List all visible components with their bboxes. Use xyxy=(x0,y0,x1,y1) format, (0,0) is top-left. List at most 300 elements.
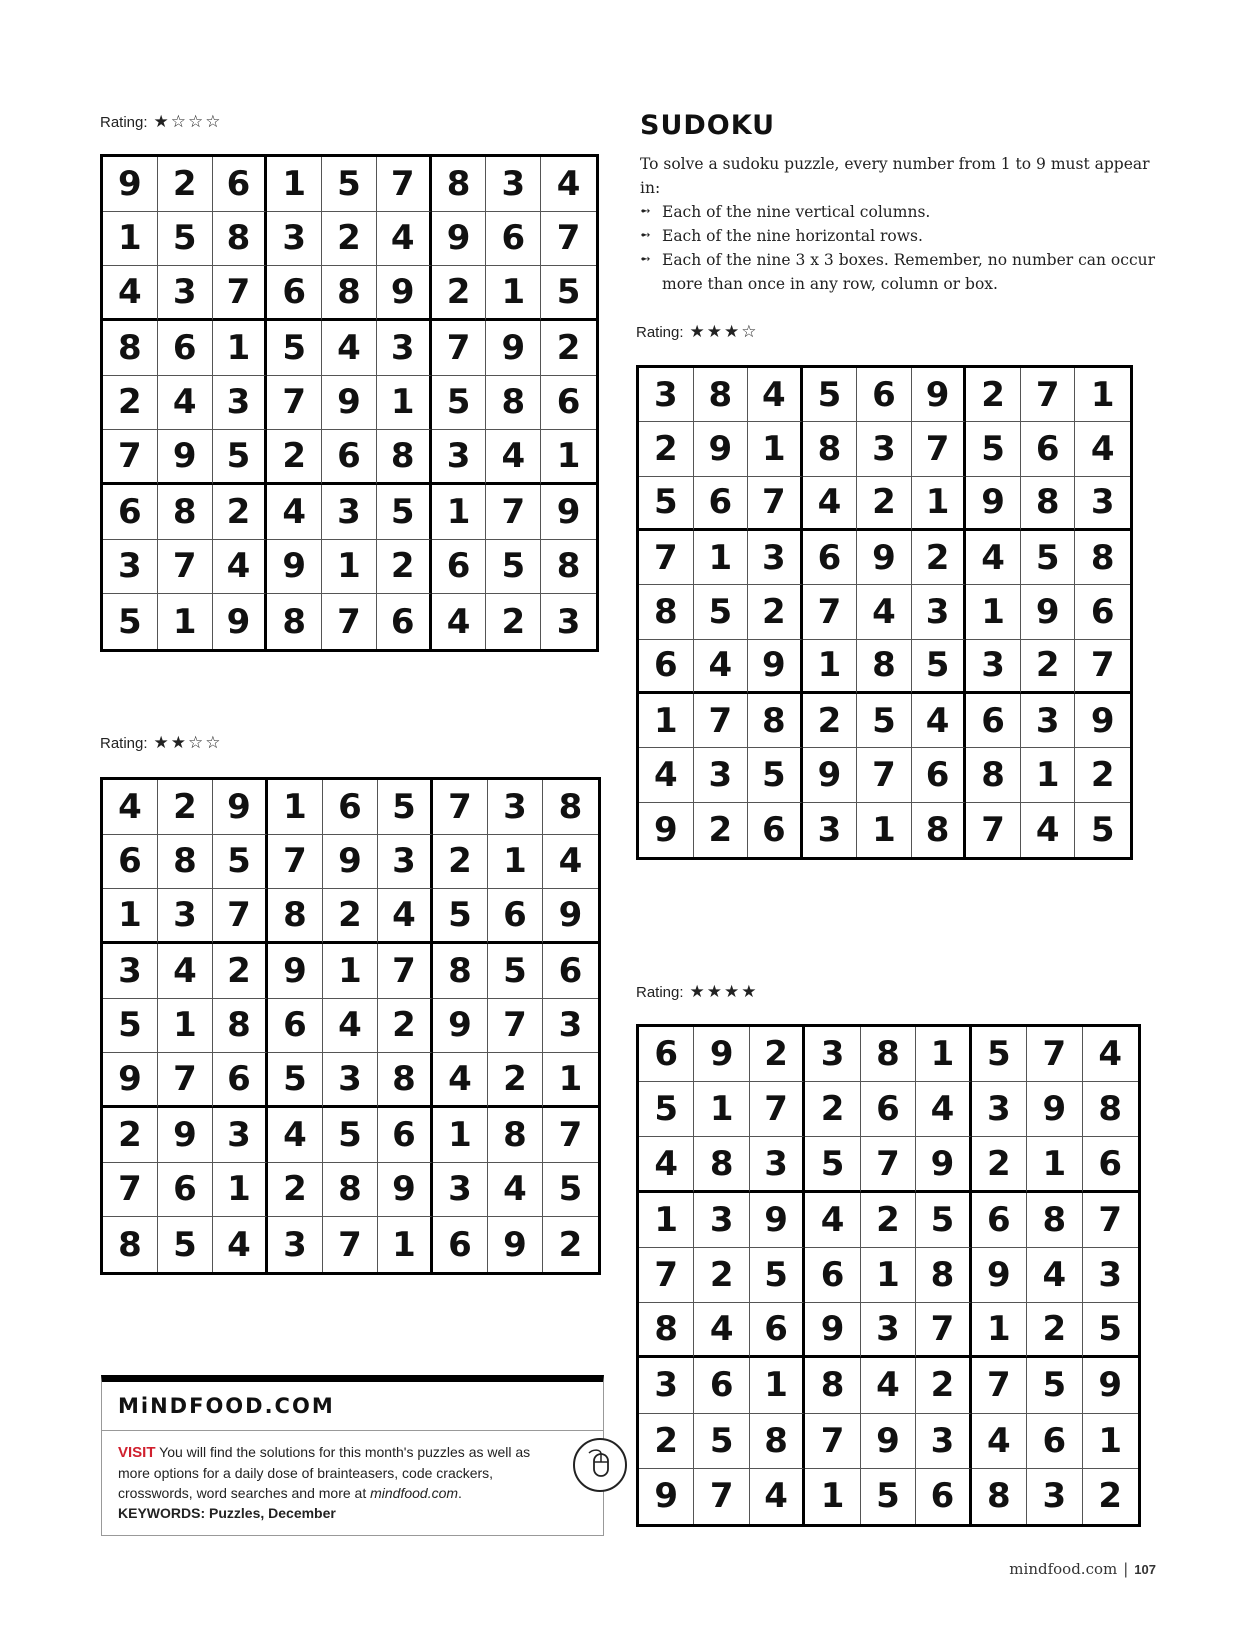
sudoku-cell: 7 xyxy=(541,212,596,267)
sudoku-cell: 1 xyxy=(322,540,377,595)
promo-box xyxy=(101,1375,604,1536)
sudoku-cell: 6 xyxy=(213,1053,268,1108)
sudoku-cell: 1 xyxy=(694,531,749,585)
sudoku-cell: 4 xyxy=(639,1137,694,1192)
sudoku-cell: 1 xyxy=(543,1053,598,1108)
sudoku-cell: 8 xyxy=(158,835,213,890)
page-number: 107 xyxy=(1134,1562,1156,1577)
sudoku-cell: 5 xyxy=(158,212,213,267)
sudoku-cell: 8 xyxy=(213,999,268,1054)
sudoku-cell: 8 xyxy=(912,803,967,857)
instructions-intro: To solve a sudoku puzzle, every number from 1 to 9 must appear in: xyxy=(640,155,1150,197)
sudoku-cell: 1 xyxy=(268,780,323,835)
sudoku-cell: 2 xyxy=(378,999,433,1054)
sudoku-cell: 8 xyxy=(158,485,213,540)
sudoku-cell: 9 xyxy=(103,157,158,212)
sudoku-cell: 5 xyxy=(486,540,541,595)
sudoku-cell: 1 xyxy=(861,1248,916,1303)
sudoku-cell: 2 xyxy=(748,585,803,639)
sudoku-cell: 3 xyxy=(861,1303,916,1358)
sudoku-cell: 8 xyxy=(639,1303,694,1358)
sudoku-cell: 4 xyxy=(432,594,487,649)
sudoku-cell: 6 xyxy=(805,1248,860,1303)
sudoku-cell: 7 xyxy=(543,1108,598,1163)
sudoku-grid-2 xyxy=(100,777,601,1275)
sudoku-cell: 9 xyxy=(857,531,912,585)
sudoku-cell: 9 xyxy=(378,1163,433,1218)
rating-puzzle-1 xyxy=(100,112,223,132)
sudoku-cell: 9 xyxy=(861,1414,916,1469)
sudoku-cell: 8 xyxy=(432,157,487,212)
sudoku-cell: 2 xyxy=(750,1027,805,1082)
sudoku-cell: 9 xyxy=(323,835,378,890)
sudoku-cell: 4 xyxy=(972,1414,1027,1469)
sudoku-cell: 1 xyxy=(103,212,158,267)
sudoku-cell: 3 xyxy=(916,1414,971,1469)
sudoku-cell: 8 xyxy=(916,1248,971,1303)
sudoku-cell: 6 xyxy=(486,212,541,267)
sudoku-cell: 7 xyxy=(433,780,488,835)
rating-label: Rating: xyxy=(100,734,148,752)
sudoku-cell: 9 xyxy=(433,999,488,1054)
sudoku-cell: 4 xyxy=(912,694,967,748)
sudoku-cell: 2 xyxy=(1027,1303,1082,1358)
sudoku-cell: 2 xyxy=(805,1082,860,1137)
sudoku-cell: 7 xyxy=(377,157,432,212)
sudoku-cell: 1 xyxy=(158,999,213,1054)
sudoku-cell: 7 xyxy=(639,1248,694,1303)
sudoku-cell: 7 xyxy=(694,1469,749,1524)
sudoku-cell: 5 xyxy=(694,585,749,639)
rule-item xyxy=(640,200,1160,224)
sudoku-cell: 8 xyxy=(103,1217,158,1272)
arrow-icon: ➻ xyxy=(640,228,651,243)
sudoku-cell: 7 xyxy=(103,430,158,485)
sudoku-cell: 7 xyxy=(916,1303,971,1358)
sudoku-cell: 3 xyxy=(556,601,581,642)
sudoku-cell: 3 xyxy=(543,999,598,1054)
sudoku-cell: 7 xyxy=(268,835,323,890)
sudoku-cell: 3 xyxy=(694,748,749,802)
sudoku-cell: 4 xyxy=(541,157,596,212)
sudoku-cell: 9 xyxy=(486,321,541,376)
divider xyxy=(102,1430,603,1431)
sudoku-cell: 3 xyxy=(1027,1469,1082,1524)
sudoku-cell: 6 xyxy=(694,477,749,531)
sudoku-cell: 6 xyxy=(857,368,912,422)
sudoku-cell: 6 xyxy=(432,540,487,595)
sudoku-cell: 5 xyxy=(966,422,1021,476)
sudoku-cell: 5 xyxy=(1027,1358,1082,1413)
sudoku-cell: 9 xyxy=(1021,585,1076,639)
sudoku-cell: 2 xyxy=(103,376,158,431)
sudoku-cell: 1 xyxy=(378,1217,433,1272)
sudoku-cell: 9 xyxy=(488,1217,543,1272)
page-footer xyxy=(1009,1560,1156,1578)
sudoku-cell: 1 xyxy=(694,1082,749,1137)
sudoku-cell: 5 xyxy=(433,889,488,944)
sudoku-cell: 7 xyxy=(966,803,1021,857)
rule-text: Each of the nine horizontal rows. xyxy=(662,227,923,245)
sudoku-cell: 4 xyxy=(1075,422,1130,476)
rating-stars-icon: ★★★★ xyxy=(689,982,759,1001)
sudoku-cell: 9 xyxy=(322,376,377,431)
sudoku-cell: 4 xyxy=(1083,1027,1138,1082)
sudoku-cell: 9 xyxy=(748,640,803,694)
sudoku-cell: 5 xyxy=(805,1137,860,1192)
rule-item xyxy=(640,224,1160,248)
sudoku-cell: 8 xyxy=(1027,1193,1082,1248)
sudoku-cell: 8 xyxy=(268,889,323,944)
sudoku-cell: 1 xyxy=(377,376,432,431)
sudoku-cell: 7 xyxy=(158,540,213,595)
sudoku-grid-4 xyxy=(636,1024,1141,1527)
rating-puzzle-4 xyxy=(636,982,759,1002)
promo-period: . xyxy=(458,1485,462,1501)
sudoku-cell: 5 xyxy=(323,1108,378,1163)
sudoku-cell: 2 xyxy=(433,835,488,890)
sudoku-cell: 2 xyxy=(912,531,967,585)
sudoku-grid-1 xyxy=(100,154,599,652)
sudoku-cell: 1 xyxy=(486,266,541,321)
sudoku-cell: 3 xyxy=(103,944,158,999)
sudoku-cell: 7 xyxy=(805,1414,860,1469)
sudoku-cell: 1 xyxy=(805,1469,860,1524)
sudoku-cell: 6 xyxy=(541,376,596,431)
sudoku-cell: 2 xyxy=(1098,1476,1123,1517)
sudoku-cell: 5 xyxy=(972,1027,1027,1082)
sudoku-cell: 2 xyxy=(377,540,432,595)
sudoku-cell: 5 xyxy=(322,157,377,212)
sudoku-cell: 7 xyxy=(103,1163,158,1218)
sudoku-cell: 2 xyxy=(158,157,213,212)
sudoku-cell: 6 xyxy=(966,694,1021,748)
sudoku-cell: 1 xyxy=(916,1027,971,1082)
sudoku-cell: 6 xyxy=(1021,422,1076,476)
sudoku-cell: 5 xyxy=(158,1217,213,1272)
sudoku-cell: 8 xyxy=(748,694,803,748)
sudoku-cell: 2 xyxy=(972,1137,1027,1192)
footer-site: mindfood.com xyxy=(1009,1560,1118,1578)
sudoku-cell: 5 xyxy=(916,1193,971,1248)
sudoku-cell: 1 xyxy=(267,157,322,212)
sudoku-cell: 4 xyxy=(322,321,377,376)
sudoku-cell: 8 xyxy=(639,585,694,639)
sudoku-cell: 5 xyxy=(213,835,268,890)
sudoku-cell: 3 xyxy=(972,1082,1027,1137)
sudoku-cell: 2 xyxy=(158,780,213,835)
sudoku-cell: 3 xyxy=(694,1193,749,1248)
sudoku-cell: 9 xyxy=(158,430,213,485)
sudoku-cell: 6 xyxy=(103,485,158,540)
sudoku-cell: 3 xyxy=(267,212,322,267)
sudoku-cell: 3 xyxy=(158,889,213,944)
sudoku-cell: 7 xyxy=(158,1053,213,1108)
sudoku-cell: 6 xyxy=(543,944,598,999)
sudoku-cell: 9 xyxy=(103,1053,158,1108)
sudoku-cell: 3 xyxy=(432,430,487,485)
sudoku-cell: 9 xyxy=(639,803,694,857)
sudoku-cell: 4 xyxy=(543,835,598,890)
arrow-icon: ➻ xyxy=(640,204,651,219)
instructions xyxy=(640,152,1160,296)
sudoku-cell: 4 xyxy=(1021,803,1076,857)
sudoku-cell: 6 xyxy=(861,1082,916,1137)
sudoku-cell: 7 xyxy=(322,594,377,649)
sudoku-cell: 7 xyxy=(972,1358,1027,1413)
footer-separator: | xyxy=(1123,1560,1129,1578)
sudoku-cell: 1 xyxy=(748,422,803,476)
sudoku-cell: 2 xyxy=(966,368,1021,422)
promo-description: You will find the solutions for this month's puzzles as well as more options for a daily dose of brainteasers, code crackers, crosswords, word searches and more at xyxy=(118,1444,531,1501)
sudoku-cell: 9 xyxy=(639,1469,694,1524)
sudoku-cell: 6 xyxy=(433,1217,488,1272)
sudoku-cell: 5 xyxy=(543,1163,598,1218)
sudoku-cell: 5 xyxy=(861,1469,916,1524)
rule-text: Each of the nine 3 x 3 boxes. Remember, no number can occur more than once in any row, column or box. xyxy=(662,251,1156,293)
sudoku-cell: 4 xyxy=(323,999,378,1054)
sudoku-cell: 8 xyxy=(213,212,268,267)
sudoku-cell: 7 xyxy=(639,531,694,585)
sudoku-cell: 4 xyxy=(803,477,858,531)
sudoku-cell: 4 xyxy=(1027,1248,1082,1303)
sudoku-cell: 6 xyxy=(1083,1137,1138,1192)
sudoku-cell: 2 xyxy=(857,477,912,531)
sudoku-cell: 4 xyxy=(213,540,268,595)
sudoku-cell: 9 xyxy=(966,477,1021,531)
sudoku-cell: 6 xyxy=(1027,1414,1082,1469)
sudoku-cell: 3 xyxy=(103,540,158,595)
sudoku-cell: 9 xyxy=(803,748,858,802)
rating-stars-icon: ★★☆☆ xyxy=(153,733,223,752)
sudoku-cell: 9 xyxy=(543,889,598,944)
sudoku-cell: 5 xyxy=(803,368,858,422)
sudoku-cell: 7 xyxy=(432,321,487,376)
sudoku-cell: 1 xyxy=(323,944,378,999)
sudoku-cell: 5 xyxy=(378,780,433,835)
sudoku-cell: 5 xyxy=(267,321,322,376)
sudoku-cell: 1 xyxy=(1021,748,1076,802)
sudoku-cell: 7 xyxy=(1027,1027,1082,1082)
sudoku-cell: 1 xyxy=(213,1163,268,1218)
sudoku-cell: 2 xyxy=(323,889,378,944)
sudoku-cell: 4 xyxy=(488,1163,543,1218)
sudoku-cell: 3 xyxy=(323,1053,378,1108)
rating-label: Rating: xyxy=(636,323,684,341)
sudoku-cell: 2 xyxy=(322,212,377,267)
sudoku-cell: 5 xyxy=(639,1082,694,1137)
sudoku-cell: 9 xyxy=(268,944,323,999)
sudoku-cell: 3 xyxy=(1083,1248,1138,1303)
sudoku-cell: 9 xyxy=(377,266,432,321)
sudoku-cell: 9 xyxy=(916,1137,971,1192)
sudoku-cell: 5 xyxy=(750,1248,805,1303)
sudoku-cell: 2 xyxy=(267,430,322,485)
sudoku-cell: 8 xyxy=(857,640,912,694)
rule-text: Each of the nine vertical columns. xyxy=(662,203,931,221)
sudoku-cell: 7 xyxy=(857,748,912,802)
sudoku-cell: 9 xyxy=(694,1027,749,1082)
sudoku-cell: 5 xyxy=(377,485,432,540)
sudoku-cell: 2 xyxy=(541,321,596,376)
sudoku-cell: 8 xyxy=(433,944,488,999)
sudoku-cell: 9 xyxy=(1027,1082,1082,1137)
sudoku-cell: 3 xyxy=(1075,477,1130,531)
sudoku-cell: 3 xyxy=(748,531,803,585)
sudoku-cell: 9 xyxy=(541,485,596,540)
sudoku-cell: 4 xyxy=(103,780,158,835)
sudoku-cell: 5 xyxy=(694,1414,749,1469)
sudoku-cell: 6 xyxy=(213,157,268,212)
sudoku-cell: 5 xyxy=(639,477,694,531)
sudoku-cell: 1 xyxy=(433,1108,488,1163)
sudoku-cell: 4 xyxy=(267,485,322,540)
sudoku-cell: 8 xyxy=(488,1108,543,1163)
sudoku-cell: 9 xyxy=(972,1248,1027,1303)
sudoku-cell: 3 xyxy=(488,780,543,835)
sudoku-cell: 5 xyxy=(748,748,803,802)
sudoku-cell: 3 xyxy=(639,1358,694,1413)
sudoku-cell: 5 xyxy=(1083,1303,1138,1358)
sudoku-cell: 2 xyxy=(916,1358,971,1413)
sudoku-cell: 4 xyxy=(103,266,158,321)
sudoku-cell: 1 xyxy=(1083,1414,1138,1469)
sudoku-cell: 7 xyxy=(213,266,268,321)
sudoku-cell: 4 xyxy=(694,640,749,694)
sudoku-cell: 6 xyxy=(268,999,323,1054)
sudoku-cell: 4 xyxy=(694,1303,749,1358)
sudoku-cell: 4 xyxy=(750,1469,805,1524)
sudoku-cell: 4 xyxy=(268,1108,323,1163)
sudoku-cell: 5 xyxy=(912,640,967,694)
sudoku-cell: 6 xyxy=(322,430,377,485)
sudoku-cell: 1 xyxy=(750,1358,805,1413)
sudoku-cell: 3 xyxy=(158,266,213,321)
sudoku-cell: 7 xyxy=(694,694,749,748)
sudoku-cell: 2 xyxy=(103,1108,158,1163)
sudoku-cell: 6 xyxy=(377,594,432,649)
sudoku-cell: 1 xyxy=(803,640,858,694)
sudoku-cell: 1 xyxy=(639,694,694,748)
sudoku-cell: 6 xyxy=(639,1027,694,1082)
sudoku-cell: 5 xyxy=(857,694,912,748)
sudoku-cell: 9 xyxy=(750,1193,805,1248)
sudoku-cell: 2 xyxy=(861,1193,916,1248)
sudoku-cell: 8 xyxy=(486,376,541,431)
sudoku-cell: 1 xyxy=(213,321,268,376)
sudoku-cell: 3 xyxy=(268,1217,323,1272)
sudoku-cell: 1 xyxy=(966,585,1021,639)
sudoku-cell: 2 xyxy=(268,1163,323,1218)
sudoku-cell: 3 xyxy=(805,1027,860,1082)
sudoku-cell: 4 xyxy=(158,376,213,431)
sudoku-cell: 8 xyxy=(377,430,432,485)
sudoku-cell: 9 xyxy=(805,1303,860,1358)
sudoku-cell: 8 xyxy=(861,1027,916,1082)
sudoku-cell: 7 xyxy=(803,585,858,639)
sudoku-cell: 9 xyxy=(912,368,967,422)
sudoku-cell: 8 xyxy=(378,1053,433,1108)
sudoku-cell: 2 xyxy=(213,944,268,999)
sudoku-cell: 5 xyxy=(541,266,596,321)
sudoku-cell: 7 xyxy=(213,889,268,944)
rating-stars-icon: ★☆☆☆ xyxy=(153,112,223,131)
sudoku-cell: 4 xyxy=(377,212,432,267)
sudoku-cell: 6 xyxy=(916,1469,971,1524)
sudoku-cell: 2 xyxy=(213,485,268,540)
sudoku-cell: 4 xyxy=(433,1053,488,1108)
sudoku-cell: 2 xyxy=(694,803,749,857)
sudoku-cell: 2 xyxy=(639,1414,694,1469)
sudoku-cell: 1 xyxy=(972,1303,1027,1358)
sudoku-cell: 7 xyxy=(750,1082,805,1137)
sudoku-cell: 1 xyxy=(158,594,213,649)
sudoku-cell: 6 xyxy=(639,640,694,694)
rating-label: Rating: xyxy=(100,113,148,131)
sudoku-cell: 3 xyxy=(486,157,541,212)
sudoku-cell: 1 xyxy=(103,889,158,944)
promo-site-link[interactable]: mindfood.com xyxy=(370,1485,459,1501)
sudoku-cell: 1 xyxy=(1075,368,1130,422)
sudoku-cell: 8 xyxy=(694,1137,749,1192)
sudoku-cell: 3 xyxy=(912,585,967,639)
visit-label: VISIT xyxy=(118,1444,156,1461)
sudoku-cell: 3 xyxy=(966,640,1021,694)
sudoku-cell: 2 xyxy=(558,1224,583,1265)
sudoku-cell: 2 xyxy=(1021,640,1076,694)
sudoku-cell: 1 xyxy=(912,477,967,531)
sudoku-cell: 3 xyxy=(1021,694,1076,748)
sudoku-cell: 6 xyxy=(750,1303,805,1358)
page-title: SUDOKU xyxy=(640,110,776,141)
sudoku-cell: 2 xyxy=(432,266,487,321)
sudoku-cell: 1 xyxy=(541,430,596,485)
sudoku-cell: 6 xyxy=(158,321,213,376)
sudoku-cell: 6 xyxy=(378,1108,433,1163)
sudoku-cell: 7 xyxy=(323,1217,378,1272)
sudoku-cell: 7 xyxy=(1075,640,1130,694)
sudoku-cell: 8 xyxy=(323,1163,378,1218)
arrow-icon: ➻ xyxy=(640,252,651,267)
sudoku-cell: 9 xyxy=(213,780,268,835)
sudoku-cell: 4 xyxy=(861,1358,916,1413)
sudoku-cell: 3 xyxy=(377,321,432,376)
sudoku-cell: 7 xyxy=(912,422,967,476)
sudoku-cell: 8 xyxy=(803,422,858,476)
sudoku-cell: 2 xyxy=(803,694,858,748)
sudoku-cell: 7 xyxy=(488,999,543,1054)
sudoku-cell: 9 xyxy=(432,212,487,267)
sudoku-cell: 2 xyxy=(694,1248,749,1303)
sudoku-cell: 8 xyxy=(966,748,1021,802)
sudoku-cell: 7 xyxy=(486,485,541,540)
sudoku-cell: 4 xyxy=(748,368,803,422)
sudoku-cell: 8 xyxy=(322,266,377,321)
sudoku-cell: 5 xyxy=(1021,531,1076,585)
sudoku-cell: 4 xyxy=(158,944,213,999)
sudoku-cell: 3 xyxy=(378,835,433,890)
sudoku-cell: 6 xyxy=(267,266,322,321)
sudoku-cell: 1 xyxy=(857,803,912,857)
sudoku-cell: 6 xyxy=(488,889,543,944)
sudoku-cell: 4 xyxy=(378,889,433,944)
sudoku-cell: 8 xyxy=(1021,477,1076,531)
sudoku-cell: 3 xyxy=(750,1137,805,1192)
sudoku-cell: 3 xyxy=(857,422,912,476)
sudoku-cell: 2 xyxy=(1075,748,1130,802)
rating-stars-icon: ★★★☆ xyxy=(689,322,759,341)
promo-text xyxy=(118,1442,548,1523)
